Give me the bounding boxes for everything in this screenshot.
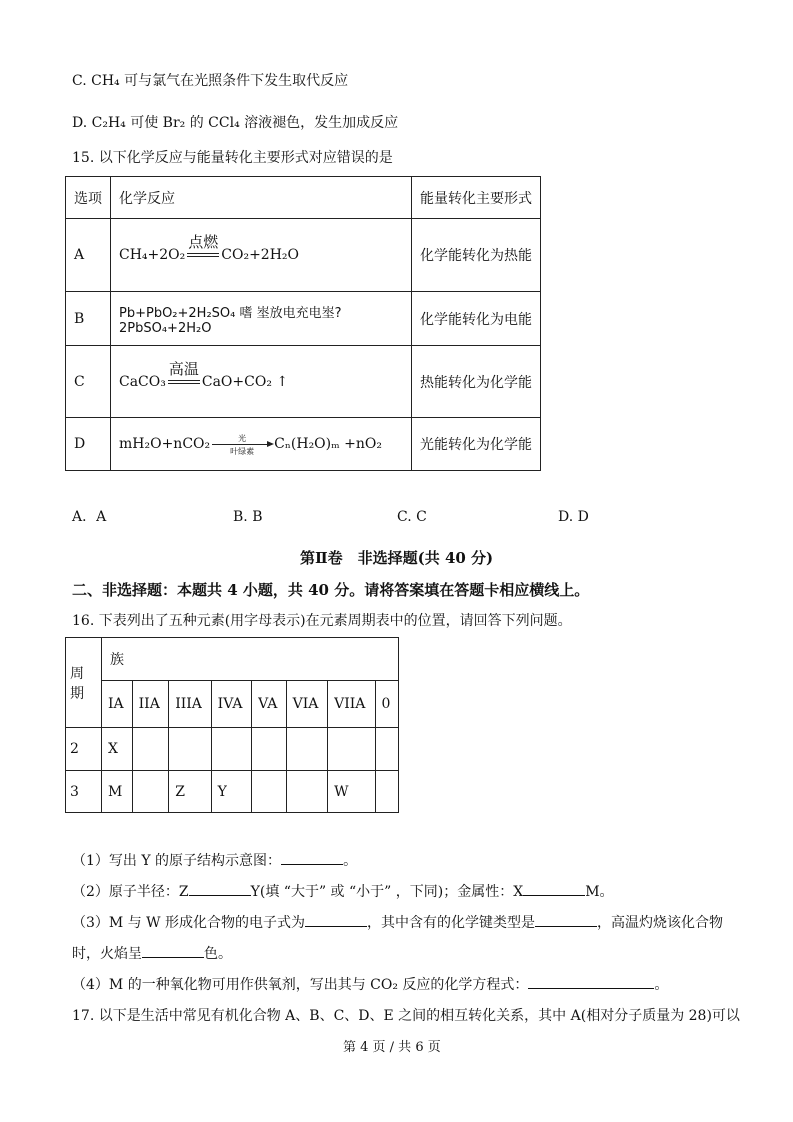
reaction — [111, 219, 412, 292]
page-footer: 第 4 页 / 共 6 页 — [343, 1040, 441, 1055]
element-cell: W — [328, 771, 375, 813]
reactants: mH₂O+nCO₂ — [119, 436, 211, 452]
group-IIIA: IIIA — [169, 681, 211, 728]
answer-blank[interactable] — [142, 943, 204, 958]
header-period: 周期 — [66, 638, 102, 728]
energy-form: 化学能转化为热能 — [412, 219, 541, 292]
header-group: 族 — [102, 638, 399, 681]
q15-table — [65, 176, 541, 471]
products: CO₂+2H₂O — [221, 247, 300, 263]
energy-form: 光能转化为化学能 — [412, 418, 541, 471]
group-VIIA: VIIA — [328, 681, 375, 728]
element-cell: Z — [169, 771, 211, 813]
text: （2）原子半径：Z — [72, 884, 189, 900]
condition: 光 — [238, 433, 247, 443]
element-cell — [286, 728, 327, 771]
condition: 点燃 — [188, 233, 219, 251]
element-cell — [132, 728, 169, 771]
text: M。 — [585, 884, 614, 900]
q16-part1 — [72, 850, 357, 870]
condition: 嗜 埊放电充电埊? — [239, 305, 342, 321]
answer-blank[interactable] — [281, 850, 343, 865]
reactants: Pb+PbO₂+2H₂SO₄ — [119, 305, 236, 321]
group-IVA: IVA — [211, 681, 251, 728]
table-row — [66, 418, 541, 471]
element-cell: M — [102, 771, 133, 813]
equals-sign — [187, 253, 219, 257]
arrow-icon — [212, 433, 272, 456]
energy-form: 热能转化为化学能 — [412, 346, 541, 418]
products: CaO+CO₂ ↑ — [201, 373, 289, 390]
element-cell — [169, 728, 211, 771]
q16-stem: 16. 下表列出了五种元素(用字母表示)在元素周期表中的位置，请回答下列问题。 — [72, 613, 572, 629]
element-cell — [132, 771, 169, 813]
reaction — [111, 292, 412, 346]
reactants: CH₄+2O₂ — [119, 247, 186, 263]
choice-c[interactable]: C. C — [397, 509, 427, 525]
element-cell — [328, 728, 375, 771]
text: （4）M 的一种氧化物可用作供氧剂，写出其与 CO₂ 反应的化学方程式： — [72, 977, 529, 993]
text: ，其中含有的化学键类型是 — [366, 915, 535, 931]
row-option: C — [66, 346, 111, 418]
header-reaction: 化学反应 — [111, 177, 412, 219]
text: 。 — [343, 853, 358, 869]
element-cell — [286, 771, 327, 813]
group-VA: VA — [252, 681, 287, 728]
products: Cₙ(H₂O)ₘ +nO₂ — [274, 436, 382, 452]
reactants: CaCO₃ — [119, 373, 166, 390]
choice-b[interactable]: B. B — [233, 509, 263, 525]
group-VIA: VIA — [286, 681, 327, 728]
equals-sign — [168, 380, 200, 384]
q14-option-c: C. CH₄ 可与氯气在光照条件下发生取代反应 — [72, 73, 349, 89]
choice-d[interactable]: D. D — [558, 509, 589, 525]
row-option: A — [66, 219, 111, 292]
section-heading: 二、非选择题：本题共 4 小题，共 40 分。请将答案填在答题卡相应横线上。 — [72, 581, 590, 599]
q16-part3-cont — [72, 943, 232, 963]
element-cell — [375, 771, 399, 813]
periodic-table — [65, 637, 399, 813]
text: （3）M 与 W 形成化合物的电子式为 — [72, 915, 305, 931]
element-cell — [375, 728, 399, 771]
text: 时，火焰呈 — [72, 946, 142, 962]
element-cell — [252, 771, 287, 813]
group-IA: IA — [102, 681, 133, 728]
answer-blank[interactable] — [528, 974, 654, 989]
text: Y(填 “大于” 或 “小于” ，下同)；金属性：X — [250, 884, 524, 900]
table-row — [66, 728, 399, 771]
products: 2PbSO₄+2H₂O — [119, 320, 212, 336]
choice-a[interactable]: A．A — [72, 509, 107, 525]
table-row — [66, 292, 541, 346]
text: 色。 — [204, 946, 232, 962]
text: （1）写出 Y 的原子结构示意图： — [72, 853, 282, 869]
table-row — [66, 346, 541, 418]
text: ，高温灼烧该化合物 — [596, 915, 723, 931]
header-option: 选项 — [66, 177, 111, 219]
q16-part2 — [72, 881, 614, 901]
q15-stem: 15. 以下化学反应与能量转化主要形式对应错误的是 — [72, 150, 393, 166]
element-cell — [211, 728, 251, 771]
header-energy: 能量转化主要形式 — [412, 177, 541, 219]
answer-blank[interactable] — [523, 881, 585, 896]
period-number: 2 — [66, 728, 102, 771]
table-row — [66, 219, 541, 292]
q14-option-d: D. C₂H₄ 可使 Br₂ 的 CCl₄ 溶液褪色，发生加成反应 — [72, 115, 399, 131]
q16-part4 — [72, 974, 668, 994]
element-cell: X — [102, 728, 133, 771]
q17-stem: 17. 以下是生活中常见有机化合物 A、B、C、D、E 之间的相互转化关系，其中 A(相对分子质量为 28)可以 — [72, 1008, 740, 1024]
group-IIA: IIA — [132, 681, 169, 728]
element-cell — [252, 728, 287, 771]
answer-blank[interactable] — [305, 912, 367, 927]
answer-blank[interactable] — [535, 912, 597, 927]
row-option: B — [66, 292, 111, 346]
group-0: 0 — [375, 681, 399, 728]
energy-form: 化学能转化为电能 — [412, 292, 541, 346]
element-cell: Y — [211, 771, 251, 813]
section-title: 第Ⅱ卷 非选择题(共 40 分) — [300, 549, 494, 567]
reaction — [111, 418, 412, 471]
reaction — [111, 346, 412, 418]
q16-part3 — [72, 912, 723, 932]
period-number: 3 — [66, 771, 102, 813]
condition-2: 叶绿素 — [230, 446, 255, 456]
row-option: D — [66, 418, 111, 471]
text: 。 — [654, 977, 669, 993]
answer-blank[interactable] — [189, 881, 251, 896]
table-row — [66, 771, 399, 813]
condition: 高温 — [168, 359, 199, 378]
